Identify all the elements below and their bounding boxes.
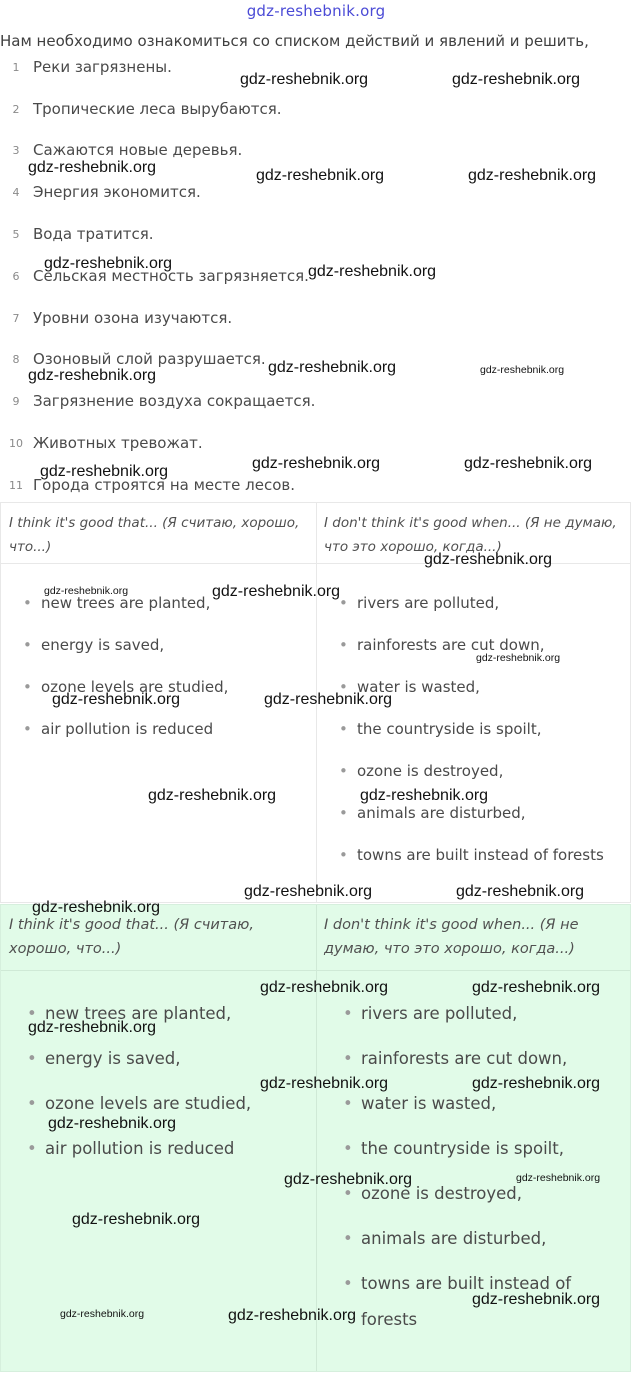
watermark: gdz-reshebnik.org	[456, 883, 585, 900]
bullet-icon: •	[343, 1184, 353, 1203]
bullet-icon: •	[343, 1094, 353, 1113]
item-text: Вода тратится.	[33, 225, 154, 243]
item-text: animals are disturbed,	[357, 804, 526, 822]
item-text: rainforests are cut down,	[357, 636, 545, 654]
item-number: 1	[12, 61, 20, 74]
item-text: the countryside is spoilt,	[357, 720, 542, 738]
bullet-icon: •	[27, 1004, 37, 1023]
item-text: Города строятся на месте лесов.	[33, 476, 295, 494]
item-text: Уровни озона изучаются.	[33, 309, 233, 327]
watermark: gdz-reshebnik.org	[256, 167, 385, 184]
bullet-icon: •	[343, 1274, 353, 1293]
watermark: gdz-reshebnik.org	[260, 1075, 389, 1092]
item-text: rainforests are cut down,	[361, 1049, 568, 1068]
watermark: gdz-reshebnik.org	[464, 455, 593, 472]
item-text: ozone is destroyed,	[357, 762, 504, 780]
item-number: 7	[12, 312, 20, 325]
bullet-icon: •	[23, 594, 32, 612]
bullet-icon: •	[27, 1049, 37, 1068]
item-text: new trees are planted,	[41, 594, 211, 612]
header-line: думаю, что это хорошо, когда...)	[324, 941, 575, 957]
bullet-icon: •	[339, 594, 348, 612]
bullet-icon: •	[23, 720, 32, 738]
bullet-icon: •	[27, 1139, 37, 1158]
header-line: хорошо, что...)	[9, 941, 122, 957]
header-line: I think it's good that... (Я считаю, хорошо,	[9, 515, 300, 531]
watermark: gdz-reshebnik.org	[44, 585, 129, 597]
item-text: Животных тревожат.	[33, 434, 203, 452]
item-number: 3	[12, 144, 20, 157]
item-number: 10	[9, 437, 23, 450]
watermark: gdz-reshebnik.org	[32, 899, 161, 916]
watermark: gdz-reshebnik.org	[28, 1019, 157, 1036]
item-text: Сажаются новые деревья.	[33, 141, 243, 159]
bullet-icon: •	[339, 846, 348, 864]
item-text: air pollution is reduced	[45, 1139, 235, 1158]
item-text: ozone levels are studied,	[45, 1094, 252, 1113]
watermark: gdz-reshebnik.org	[48, 1115, 177, 1132]
watermark: gdz-reshebnik.org	[148, 787, 277, 804]
item-text: towns are built instead of forests	[357, 846, 604, 864]
bullet-icon: •	[339, 636, 348, 654]
watermark: gdz-reshebnik.org	[268, 359, 397, 376]
item-text: towns are built instead of	[361, 1274, 572, 1293]
watermark: gdz-reshebnik.org	[52, 691, 181, 708]
bullet-icon: •	[343, 1229, 353, 1248]
item-text: water is wasted,	[361, 1094, 497, 1113]
item-text: ozone levels are studied,	[41, 678, 229, 696]
watermark: gdz-reshebnik.org	[260, 979, 389, 996]
watermark: gdz-reshebnik.org	[244, 883, 373, 900]
watermark: gdz-reshebnik.org	[472, 1291, 601, 1308]
item-text: rivers are polluted,	[361, 1004, 518, 1023]
item-text: forests	[361, 1310, 418, 1329]
watermark: gdz-reshebnik.org	[228, 1307, 357, 1324]
item-text: energy is saved,	[41, 636, 165, 654]
good-column-header	[9, 511, 299, 559]
watermark: gdz-reshebnik.org	[424, 551, 553, 568]
item-number: 6	[12, 270, 20, 283]
watermark: gdz-reshebnik.org	[40, 463, 169, 480]
item-text: water is wasted,	[357, 678, 480, 696]
column-divider	[316, 905, 317, 1371]
bullet-icon: •	[339, 804, 348, 822]
item-text: Реки загрязнены.	[33, 58, 172, 76]
watermark: gdz-reshebnik.org	[468, 167, 597, 184]
item-text: Энергия экономится.	[33, 183, 201, 201]
watermark: gdz-reshebnik.org	[60, 1308, 145, 1320]
intro-text: Нам необходимо ознакомиться со списком действий и явлений и решить,	[0, 32, 589, 50]
item-text: ozone is destroyed,	[361, 1184, 522, 1203]
item-text: rivers are polluted,	[357, 594, 500, 612]
item-number: 2	[12, 103, 20, 116]
site-header-link[interactable]: gdz-reshebnik.org	[246, 2, 386, 20]
item-text: Сельская местность загрязняется.	[33, 267, 309, 285]
watermark: gdz-reshebnik.org	[28, 159, 157, 176]
watermark: gdz-reshebnik.org	[44, 255, 173, 272]
item-number: 11	[9, 479, 23, 492]
watermark: gdz-reshebnik.org	[360, 787, 489, 804]
item-number: 4	[12, 186, 20, 199]
bullet-icon: •	[27, 1094, 37, 1113]
item-text: animals are disturbed,	[361, 1229, 547, 1248]
bullet-icon: •	[343, 1139, 353, 1158]
bullet-icon: •	[23, 636, 32, 654]
bullet-icon: •	[23, 678, 32, 696]
item-text: Загрязнение воздуха сокращается.	[33, 392, 316, 410]
bullet-icon: •	[339, 678, 348, 696]
item-number: 8	[12, 353, 20, 366]
bullet-icon: •	[339, 762, 348, 780]
watermark: gdz-reshebnik.org	[452, 71, 581, 88]
item-text: new trees are planted,	[45, 1004, 232, 1023]
item-text: energy is saved,	[45, 1049, 181, 1068]
watermark: gdz-reshebnik.org	[240, 71, 369, 88]
watermark: gdz-reshebnik.org	[480, 364, 565, 376]
watermark: gdz-reshebnik.org	[264, 691, 393, 708]
item-text: Озоновый слой разрушается.	[33, 350, 266, 368]
header-line: I don't think it's good when... (Я не думаю,	[324, 515, 617, 531]
bullet-icon: •	[339, 720, 348, 738]
item-text: Тропические леса вырубаются.	[33, 100, 282, 118]
bad-column-header	[324, 913, 579, 961]
bullet-icon: •	[343, 1049, 353, 1068]
item-text: air pollution is reduced	[41, 720, 214, 738]
watermark: gdz-reshebnik.org	[476, 652, 561, 664]
watermark: gdz-reshebnik.org	[472, 1075, 601, 1092]
item-number: 9	[12, 395, 20, 408]
watermark: gdz-reshebnik.org	[308, 263, 437, 280]
watermark: gdz-reshebnik.org	[284, 1171, 413, 1188]
item-text: the countryside is spoilt,	[361, 1139, 564, 1158]
watermark: gdz-reshebnik.org	[472, 979, 601, 996]
watermark: gdz-reshebnik.org	[516, 1172, 601, 1184]
good-column-header	[9, 913, 254, 961]
watermark: gdz-reshebnik.org	[28, 367, 157, 384]
header-line: I don't think it's good when... (Я не	[324, 917, 579, 933]
header-line: что это хорошо, когда...)	[324, 539, 502, 555]
watermark: gdz-reshebnik.org	[252, 455, 381, 472]
bullet-icon: •	[343, 1004, 353, 1023]
watermark: gdz-reshebnik.org	[72, 1211, 201, 1228]
header-line: I think it's good that... (Я считаю,	[9, 917, 254, 933]
watermark: gdz-reshebnik.org	[212, 583, 341, 600]
item-number: 5	[12, 228, 20, 241]
header-line: что...)	[9, 539, 52, 555]
